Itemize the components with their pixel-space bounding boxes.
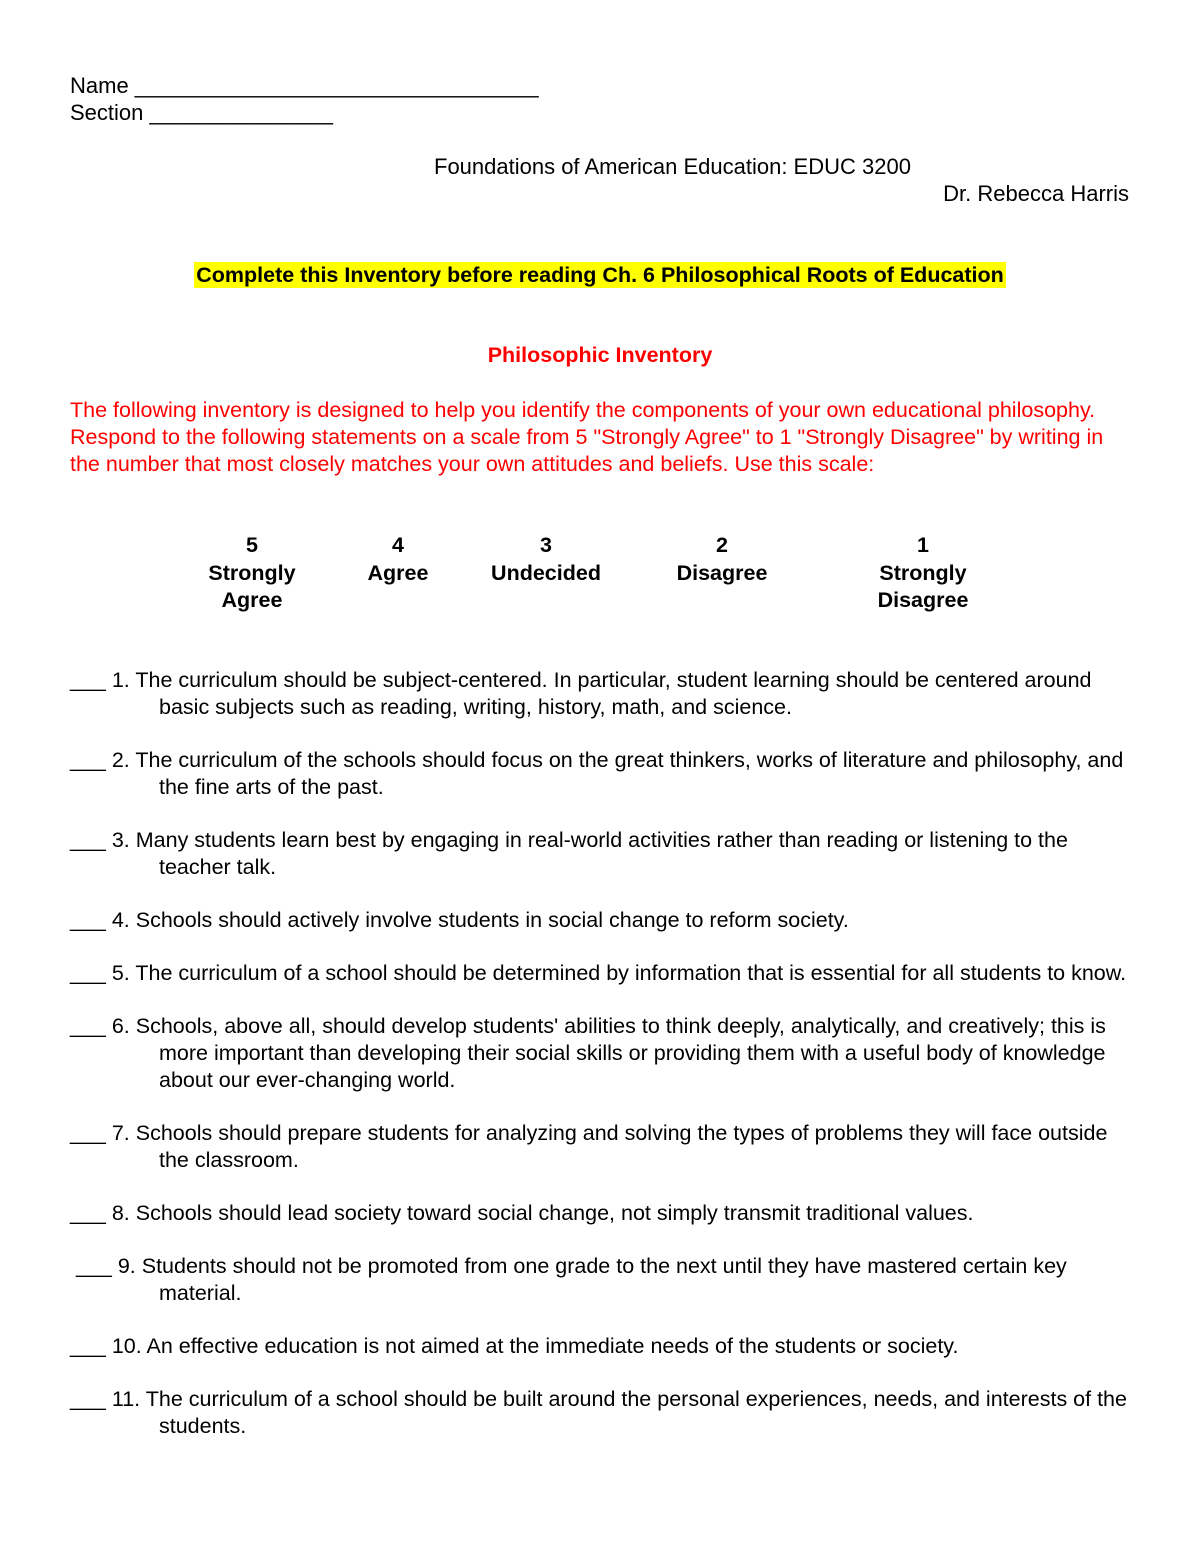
- instruction-banner: Complete this Inventory before reading Ch. 6 Philosophical Roots of Education: [196, 263, 1004, 287]
- answer-blank[interactable]: ___: [70, 1121, 106, 1145]
- answer-blank[interactable]: ___: [70, 828, 106, 852]
- item-text: 10. An effective education is not aimed at the immediate needs of the students or society.: [105, 1334, 959, 1358]
- item-text: 9. Students should not be promoted from one grade to the next until they have mastered certain key material.: [111, 1254, 1067, 1305]
- answer-blank[interactable]: ___: [70, 1334, 106, 1358]
- inventory-item: [70, 1333, 1140, 1360]
- scale-value: 3: [540, 533, 552, 557]
- answer-blank[interactable]: ___: [70, 908, 106, 932]
- scale-label: Undecided: [491, 560, 601, 585]
- item-text: 4. Schools should actively involve students in social change to reform society.: [105, 908, 849, 932]
- instructor-name: Dr. Rebecca Harris: [943, 181, 1129, 206]
- answer-blank[interactable]: ___: [70, 1201, 106, 1225]
- scale-label: Agree: [221, 588, 283, 612]
- item-text: 1. The curriculum should be subject-centered. In particular, student learning should be centered around basic subjects such as reading, writing, history, math, and science.: [105, 668, 1092, 719]
- scale-option-2: [662, 532, 782, 587]
- item-text: 8. Schools should lead society toward social change, not simply transmit traditional values.: [105, 1201, 974, 1225]
- scale-value: 1: [917, 533, 929, 557]
- scale-label: Disagree: [877, 588, 969, 612]
- inventory-title: Philosophic Inventory: [487, 343, 713, 367]
- answer-blank[interactable]: ___: [70, 961, 106, 985]
- inventory-intro: The following inventory is designed to help you identify the components of your own educational philosophy. Respond to the following statements on a scale from 5 "Strongly Agree" to 1 "Strongly Disagree" by writing in the number that most closely matches your own attitudes and beliefs. Use this scale:: [70, 398, 1104, 476]
- scale-label: Strongly: [879, 560, 967, 585]
- scale-option-4: [348, 532, 448, 587]
- item-text: 7. Schools should prepare students for analyzing and solving the types of problems they will face outside the classroom.: [105, 1121, 1108, 1172]
- answer-blank[interactable]: ___: [70, 748, 106, 772]
- item-text: 11. The curriculum of a school should be built around the personal experiences, needs, and interests of the students.: [105, 1387, 1127, 1438]
- scale-option-3: [476, 532, 616, 587]
- answer-blank[interactable]: ___: [70, 1387, 106, 1411]
- item-text: 3. Many students learn best by engaging in real-world activities rather than reading or listening to the teacher talk.: [105, 828, 1068, 879]
- course-title: Foundations of American Education: EDUC 3200: [434, 154, 911, 179]
- name-field-line: Name _________________________________: [70, 73, 539, 98]
- item-text: 2. The curriculum of the schools should focus on the great thinkers, works of literature and philosophy, and the fine arts of the past.: [105, 748, 1124, 799]
- inventory-item: [70, 907, 1140, 934]
- scale-label: Disagree: [676, 560, 768, 585]
- scale-value: 2: [716, 533, 728, 557]
- inventory-item: [70, 827, 1140, 881]
- scale-option-1: [858, 532, 988, 615]
- inventory-item: [70, 1120, 1140, 1174]
- section-field-line: Section _______________: [70, 100, 334, 125]
- item-text: 6. Schools, above all, should develop students' abilities to think deeply, analytically, and creatively; this is more important than developing their social skills or providing them with a useful body of knowledge about our ever-changing world.: [105, 1014, 1106, 1092]
- scale-label: Strongly: [208, 560, 296, 585]
- scale-label: Agree: [367, 560, 429, 585]
- scale-value: 4: [392, 533, 404, 557]
- answer-blank[interactable]: ___: [70, 1254, 112, 1278]
- instruction-banner-wrap: [0, 262, 1200, 288]
- inventory-item: [70, 667, 1140, 721]
- inventory-items: [70, 667, 1140, 1466]
- inventory-item: [70, 747, 1140, 801]
- scale-option-5: [192, 532, 312, 615]
- answer-blank[interactable]: ___: [70, 668, 106, 692]
- inventory-item: [70, 1253, 1140, 1307]
- inventory-item: [70, 1013, 1140, 1094]
- scale-value: 5: [246, 533, 258, 557]
- inventory-item: [70, 1386, 1140, 1440]
- item-text: 5. The curriculum of a school should be determined by information that is essential for all students to know.: [105, 961, 1127, 985]
- inventory-item: [70, 1200, 1140, 1227]
- inventory-item: [70, 960, 1140, 987]
- answer-blank[interactable]: ___: [70, 1014, 106, 1038]
